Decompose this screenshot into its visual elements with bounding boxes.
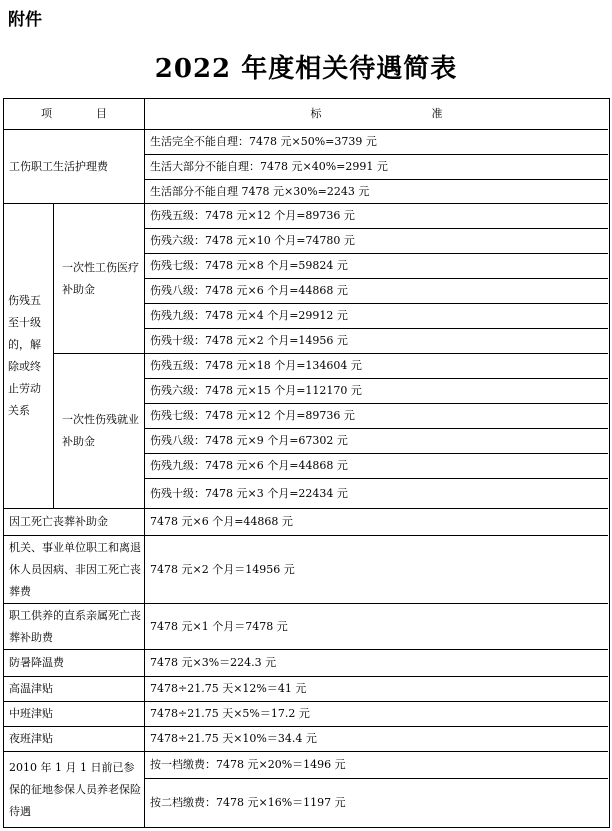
night-shift-allowance-value: 7478÷21.75 天×10%＝34.4 元 <box>145 727 608 752</box>
mid-shift-allowance-label: 中班津贴 <box>4 702 145 727</box>
medical-row: 伤残六级：7478 元×10 个月=74780 元 <box>145 229 608 254</box>
heatstroke-fee-value: 7478 元×3%＝224.3 元 <box>145 650 608 677</box>
employment-subsidy-label: 一次性伤残就业补助金 <box>54 354 145 509</box>
medical-subsidy-label: 一次性工伤医疗补助金 <box>54 204 145 354</box>
medical-row: 伤残七级：7478 元×8 个月=59824 元 <box>145 254 608 279</box>
relative-funeral-label: 职工供养的直系亲属死亡丧葬补助费 <box>4 604 145 650</box>
high-temp-allowance-label: 高温津贴 <box>4 677 145 702</box>
high-temp-allowance-value: 7478÷21.75 天×12%＝41 元 <box>145 677 608 702</box>
nursing-row: 生活部分不能自理 7478 元×30%=2243 元 <box>145 180 608 204</box>
funeral-subsidy-value: 7478 元×6 个月=44868 元 <box>145 509 608 536</box>
employment-row: 伤残十级：7478 元×3 个月=22434 元 <box>145 479 608 509</box>
employment-row: 伤残七级：7478 元×12 个月=89736 元 <box>145 404 608 429</box>
funeral-fee-label: 机关、事业单位职工和离退休人员因病、非因工死亡丧葬费 <box>4 536 145 604</box>
header-standard: 标 准 <box>145 99 608 130</box>
pension-row: 按一档缴费：7478 元×20%＝1496 元 <box>145 752 608 779</box>
medical-row: 伤残九级：7478 元×4 个月=29912 元 <box>145 304 608 329</box>
medical-row: 伤残八级：7478 元×6 个月=44868 元 <box>145 279 608 304</box>
funeral-subsidy-label: 因工死亡丧葬补助金 <box>4 509 145 536</box>
pension-row: 按二档缴费：7478 元×16%＝1197 元 <box>150 796 346 809</box>
page-title: 2022 年度相关待遇简表 <box>154 54 458 84</box>
funeral-fee-value: 7478 元×2 个月＝14956 元 <box>145 536 608 604</box>
heatstroke-fee-label: 防暑降温费 <box>4 650 145 677</box>
employment-row: 伤残八级：7478 元×9 个月=67302 元 <box>145 429 608 454</box>
employment-row: 伤残五级：7478 元×18 个月=134604 元 <box>145 354 608 379</box>
nursing-row: 生活大部分不能自理：7478 元×40%=2991 元 <box>145 155 608 180</box>
relative-funeral-value: 7478 元×1 个月＝7478 元 <box>145 604 608 650</box>
benefits-table <box>3 98 610 828</box>
disability-label: 伤残五至十级的，解除或终止劳动关系 <box>4 204 54 509</box>
nursing-row: 生活完全不能自理：7478 元×50%=3739 元 <box>145 130 608 155</box>
night-shift-allowance-label: 夜班津贴 <box>4 727 145 752</box>
medical-row: 伤残五级：7478 元×12 个月=89736 元 <box>145 204 608 229</box>
pension-label: 2010 年 1 月 1 日前已参保的征地参保人员养老保险待遇 <box>4 752 145 827</box>
attachment-label: 附件 <box>8 10 42 30</box>
employment-row: 伤残九级：7478 元×6 个月=44868 元 <box>145 454 608 479</box>
medical-row: 伤残十级：7478 元×2 个月=14956 元 <box>145 329 608 354</box>
employment-row: 伤残六级：7478 元×15 个月=112170 元 <box>145 379 608 404</box>
header-item: 项 目 <box>4 99 145 130</box>
nursing-label: 工伤职工生活护理费 <box>4 130 145 204</box>
mid-shift-allowance-value: 7478÷21.75 天×5%＝17.2 元 <box>145 702 608 727</box>
